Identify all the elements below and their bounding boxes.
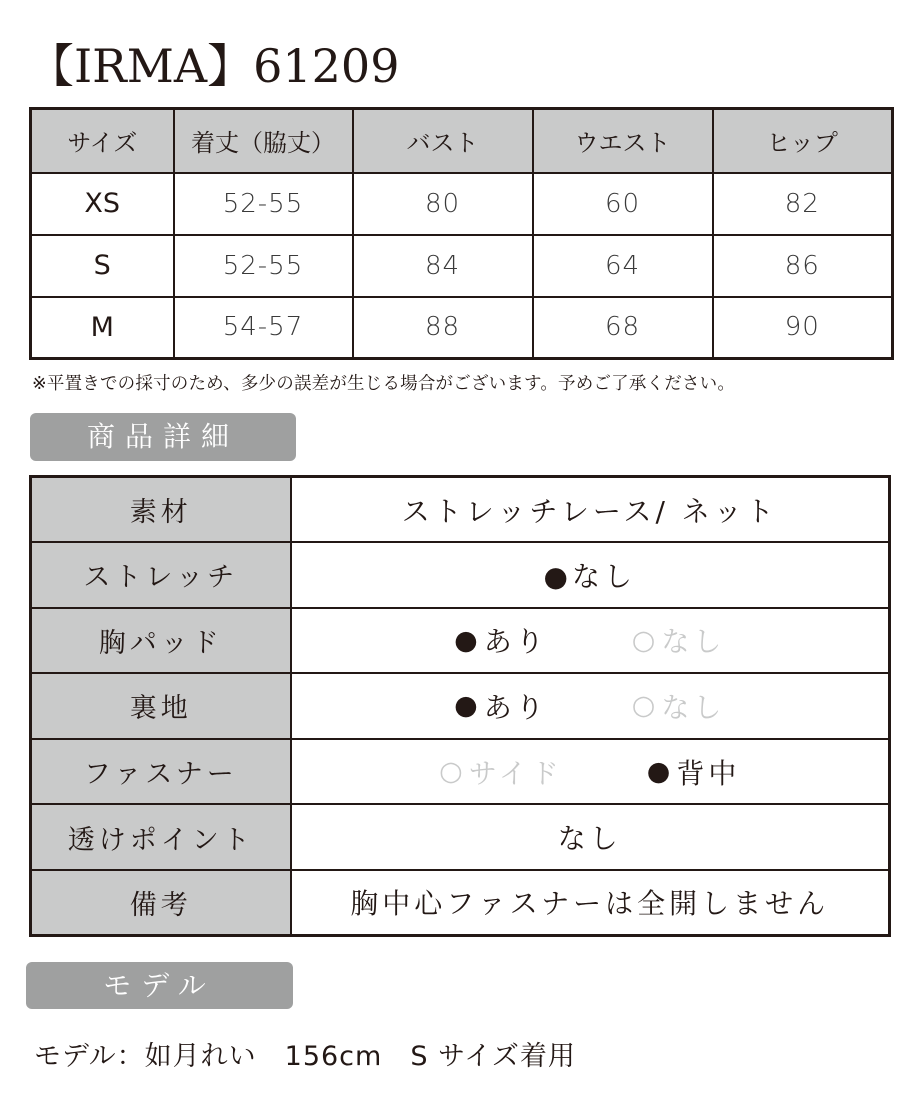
option-group [292, 620, 889, 660]
option-selected [454, 686, 548, 726]
detail-key: ストレッチ [31, 542, 291, 608]
size-row-s [31, 235, 893, 297]
option-unselected [439, 752, 563, 792]
length-cell: 52-55 [174, 173, 353, 235]
filled-circle-icon: ● [646, 756, 675, 788]
size-table [29, 107, 894, 360]
detail-row-sheer [31, 804, 890, 870]
size-header-size: サイズ [31, 109, 174, 173]
waist-cell: 64 [533, 235, 713, 297]
option-label: あり [483, 690, 548, 724]
size-header-bust: バスト [353, 109, 533, 173]
option-selected [454, 620, 548, 660]
filled-circle-icon: ● [454, 624, 482, 656]
waist-cell: 68 [533, 297, 713, 359]
detail-row-material [31, 477, 890, 543]
size-cell: S [31, 235, 174, 297]
detail-key: 備考 [31, 870, 291, 936]
detail-key: 胸パッド [31, 608, 291, 674]
empty-circle-icon: ○ [631, 690, 660, 722]
product-title: 【IRMA】61209 [28, 39, 400, 93]
hip-cell: 82 [713, 173, 893, 235]
empty-circle-icon: ○ [439, 756, 467, 788]
model-info: モデル：如月れい 156cm S サイズ着用 [34, 1041, 576, 1072]
bust-cell: 80 [353, 173, 533, 235]
detail-key: 素材 [31, 477, 291, 543]
detail-value: なし [291, 804, 890, 870]
size-row-m [31, 297, 893, 359]
option-label: サイド [468, 756, 563, 790]
option-label: あり [483, 625, 548, 659]
size-table-header-row [31, 109, 893, 173]
option-label: なし [661, 625, 726, 659]
model-section-label: モデル [26, 962, 293, 1009]
size-row-xs [31, 173, 893, 235]
option-group [292, 752, 889, 792]
hip-cell: 90 [713, 297, 893, 359]
detail-key: 透けポイント [31, 804, 291, 870]
detail-key: 裏地 [31, 673, 291, 739]
detail-key: ファスナー [31, 739, 291, 805]
detail-value: ストレッチレース/ ネット [291, 477, 890, 543]
option-label: なし [661, 690, 726, 724]
option-unselected [632, 686, 726, 726]
length-cell: 54-57 [174, 297, 353, 359]
detail-row-pad [31, 608, 890, 674]
details-section-label: 商品詳細 [30, 413, 296, 461]
waist-cell: 60 [533, 173, 713, 235]
detail-value: ●なし [291, 542, 890, 608]
details-table [29, 475, 891, 937]
detail-value: 胸中心ファスナーは全開しません [291, 870, 890, 936]
length-cell: 52-55 [174, 235, 353, 297]
bust-cell: 84 [353, 235, 533, 297]
option-label: 背中 [676, 756, 741, 790]
bust-cell: 88 [353, 297, 533, 359]
size-header-length: 着丈（脇丈） [174, 109, 353, 173]
option-group [292, 686, 889, 726]
size-header-hip: ヒップ [713, 109, 893, 173]
option-selected [647, 752, 741, 792]
empty-circle-icon: ○ [631, 624, 660, 656]
hip-cell: 86 [713, 235, 893, 297]
detail-row-fastener [31, 739, 890, 805]
detail-row-stretch [31, 542, 890, 608]
detail-row-lining [31, 673, 890, 739]
size-cell: M [31, 297, 174, 359]
filled-circle-icon: ● [454, 690, 482, 722]
detail-row-remarks [31, 870, 890, 936]
size-cell: XS [31, 173, 174, 235]
measurement-note: ※平置きでの採寸のため、多少の誤差が生じる場合がございます。予めご了承ください。 [32, 374, 736, 394]
size-header-waist: ウエスト [533, 109, 713, 173]
option-unselected [632, 620, 726, 660]
